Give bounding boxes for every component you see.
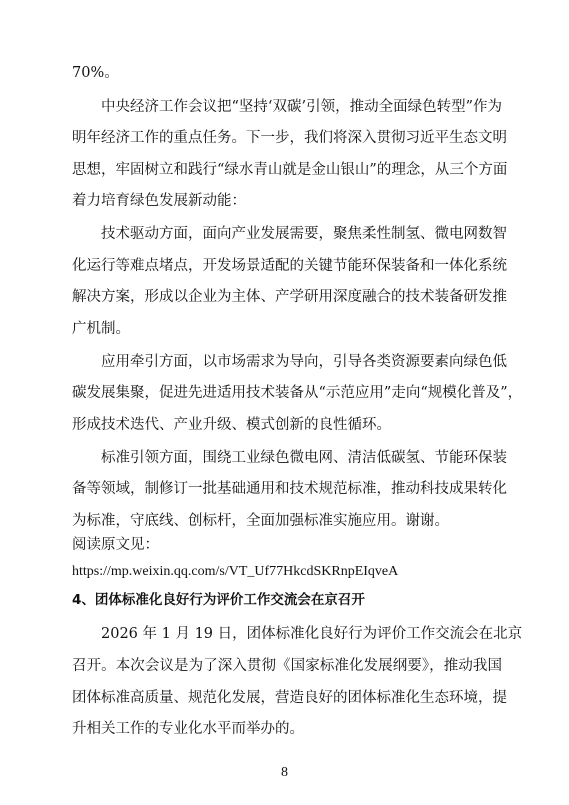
paragraph-line: 形成技术迭代、产业升级、模式创新的良性循环。 (72, 417, 391, 433)
paragraph-line: 召开。本次会议是为了深入贯彻《国家标准化发展纲要》，推动我国 (72, 658, 502, 674)
paragraph-line: 团体标准高质量、规范化发展，营造良好的团体标准化生态环境，提 (72, 690, 507, 706)
paragraph-line: 技术驱动方面，面向产业发展需要，聚焦柔性制氢、微电网数智 (101, 226, 507, 242)
paragraph-line: 为标准，守底线、创标杆，全面加强标准实施应用。谢谢。 (72, 513, 449, 529)
paragraph-line: 备等领域，制修订一批基础通用和技术规范标准，推动科技成果转化 (72, 481, 507, 497)
source-url[interactable]: https://mp.weixin.qq.com/s/VT_Uf77HkcdSKRnpEIqveA (72, 564, 399, 579)
paragraph-line: 明年经济工作的重点任务。下一步，我们将深入贯彻习近平生态文明 (72, 130, 507, 146)
paragraph-line: 升相关工作的专业化水平而举办的。 (72, 721, 304, 737)
paragraph-line: 2026 年 1 月 19 日，团体标准化良好行为评价工作交流会在北京 (101, 626, 523, 642)
paragraph-line: 解决方案，形成以企业为主体、产学研用深度融合的技术装备研发推 (72, 289, 507, 305)
paragraph-line: 化运行等难点堵点，开发场景适配的关键节能环保装备和一体化系统 (72, 258, 507, 274)
paragraph-line: 碳发展集聚，促进先进适用技术装备从“示范应用”走向“规模化普及”， (72, 385, 523, 401)
text-line-continuation: 70%。 (72, 65, 119, 81)
page-number: 8 (281, 765, 288, 780)
section-heading: 4、团体标准化良好行为评价工作交流会在京召开 (72, 592, 365, 608)
paragraph-line: 应用牵引方面，以市场需求为导向，引导各类资源要素向绿色低 (101, 354, 507, 370)
paragraph-line: 中央经济工作会议把“坚持‘双碳’引领，推动全面绿色转型”作为 (101, 99, 503, 115)
paragraph-line: 广机制。 (72, 321, 130, 337)
paragraph-line: 思想，牢固树立和践行“绿水青山就是金山银山”的理念，从三个方面 (72, 162, 508, 178)
paragraph-line: 着力培育绿色发展新动能： (72, 193, 246, 209)
read-original-label: 阅读原文见： (72, 537, 159, 553)
paragraph-line: 标准引领方面，围绕工业绿色微电网、清洁低碳氢、节能环保装 (101, 450, 507, 466)
